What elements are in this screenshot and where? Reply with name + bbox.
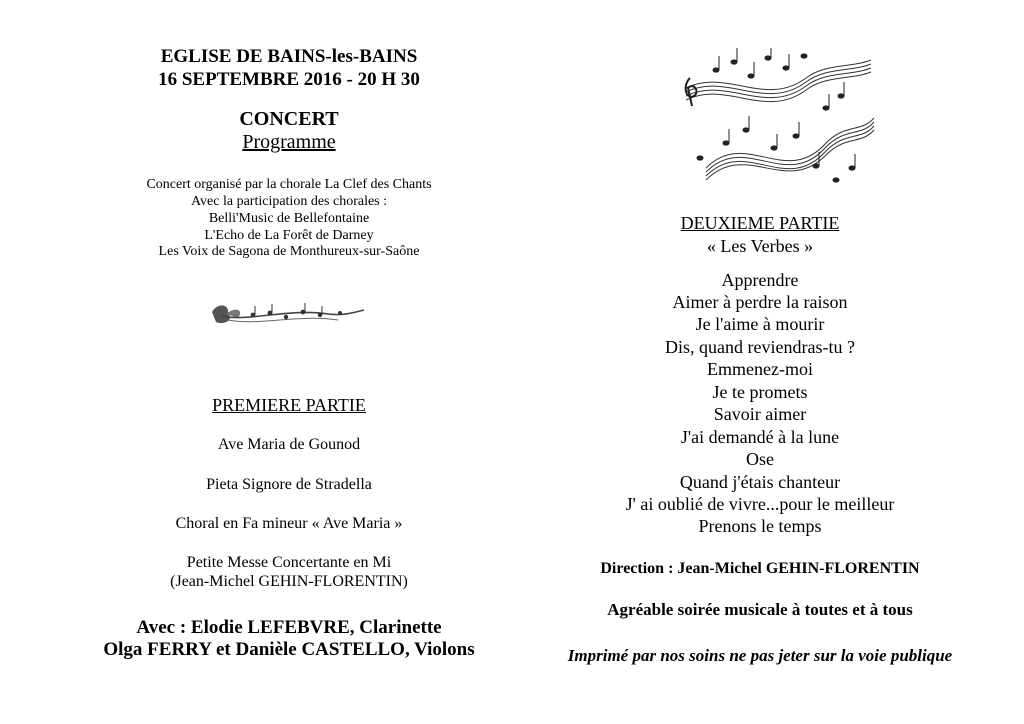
footer-notice: Imprimé par nos soins ne pas jeter sur la voie publique <box>567 646 953 665</box>
song-item: Savoir aimer <box>713 404 807 424</box>
butterfly-notes-ornament-icon <box>208 300 366 330</box>
part-two-heading: DEUXIEME PARTIE <box>680 213 840 233</box>
programme-item: Pieta Signore de Stradella <box>206 476 372 493</box>
song-item: Ose <box>746 449 774 469</box>
song-item: Je l'aime à mourir <box>695 314 825 334</box>
song-item: Apprendre <box>721 270 799 290</box>
date-line: 16 SEPTEMBRE 2016 - 20 H 30 <box>158 69 420 90</box>
programme-label: Programme <box>242 131 336 153</box>
direction-line: Direction : Jean-Michel GEHIN-FLORENTIN <box>600 560 920 577</box>
song-item: Quand j'étais chanteur <box>679 472 841 492</box>
organizer-line: Les Voix de Sagona de Monthureux-sur-Saône <box>158 244 420 259</box>
greeting-line: Agréable soirée musicale à toutes et à tous <box>607 600 913 619</box>
music-notes-illustration-icon <box>676 48 876 196</box>
song-item: Je te promets <box>712 382 808 402</box>
song-item: Dis, quand reviendras-tu ? <box>665 337 855 357</box>
programme-item: Petite Messe Concertante en Mi <box>186 554 392 571</box>
part-one-heading: PREMIERE PARTIE <box>212 395 366 415</box>
organizer-line: Belli'Music de Bellefontaine <box>208 211 370 226</box>
concert-label: CONCERT <box>239 108 339 130</box>
organizer-line: Avec la participation des chorales : <box>190 194 388 209</box>
organizer-line: Concert organisé par la chorale La Clef des Chants <box>146 177 432 192</box>
programme-item: Ave Maria de Gounod <box>217 436 361 453</box>
soloists-line: Avec : Elodie LEFEBVRE, Clarinette <box>136 617 442 638</box>
programme-item-composer: (Jean-Michel GEHIN-FLORENTIN) <box>170 573 408 590</box>
song-item: J' ai oublié de vivre...pour le meilleur <box>625 494 895 514</box>
song-item: Prenons le temps <box>698 516 822 536</box>
programme-item: Choral en Fa mineur « Ave Maria » <box>175 515 403 532</box>
song-item: Emmenez-moi <box>707 359 813 379</box>
soloists-line: Olga FERRY et Danièle CASTELLO, Violons <box>103 639 475 660</box>
song-item: Aimer à perdre la raison <box>672 292 848 312</box>
venue-title: EGLISE DE BAINS-les-BAINS <box>160 46 418 67</box>
organizer-line: L'Echo de La Forêt de Darney <box>204 228 374 243</box>
song-item: J'ai demandé à la lune <box>680 427 840 447</box>
part-two-subtitle: « Les Verbes » <box>706 236 814 256</box>
